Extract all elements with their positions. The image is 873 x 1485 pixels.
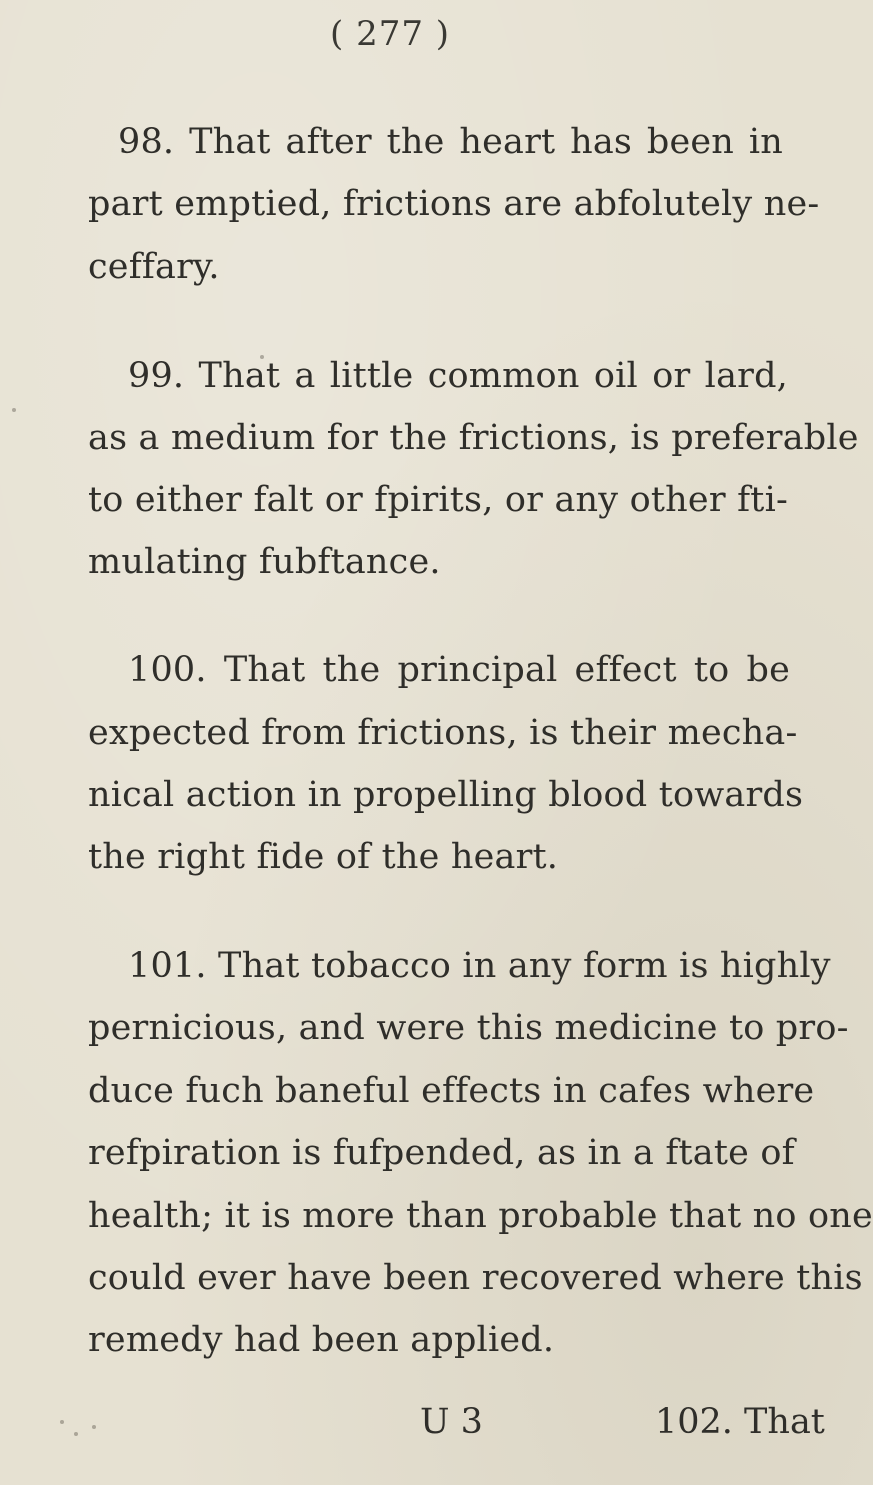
paragraph-101-line-6: could ever have been recovered where this [88,1258,863,1298]
paragraph-100-line-2: expected from frictions, is their mecha- [88,713,798,753]
paragraph-101-line-1: 101. That tobacco in any form is highly [128,946,831,986]
paragraph-98-line-3: ceffary. [88,247,220,287]
paragraph-98-line-2: part emptied, frictions are abfolutely ne- [88,184,820,224]
paper-speck [92,1425,96,1429]
paragraph-101-line-5: health; it is more than probable that no one [88,1196,873,1236]
paragraph-101-line-3: duce fuch baneful effects in cafes where [88,1071,815,1111]
paragraph-99-line-3: to either falt or fpirits, or any other fti- [88,480,788,520]
page-number: ( 277 ) [330,14,451,54]
paragraph-99-line-1: 99. That a little common oil or lard, [128,356,788,396]
paragraph-100-line-4: the right fide of the heart. [88,837,559,877]
paper-speck [60,1420,64,1424]
paragraph-100-line-3: nical action in propelling blood towards [88,775,804,815]
paragraph-101-line-2: pernicious, and were this medicine to pro- [88,1008,849,1048]
paper-speck [12,408,16,412]
paragraph-100-line-1: 100. That the principal effect to be [128,650,790,690]
paragraph-101-line-4: refpiration is fufpended, as in a ftate of [88,1133,795,1173]
signature-mark: U 3 [420,1402,483,1442]
paper-speck [74,1432,78,1436]
paragraph-98-line-1: 98. That after the heart has been in [118,122,783,162]
paragraph-99-line-2: as a medium for the frictions, is preferable [88,418,859,458]
paragraph-99-line-4: mulating fubftance. [88,542,441,582]
catchword: 102. That [655,1402,825,1442]
paper-speck [260,355,264,359]
paragraph-101-line-7: remedy had been applied. [88,1320,555,1360]
